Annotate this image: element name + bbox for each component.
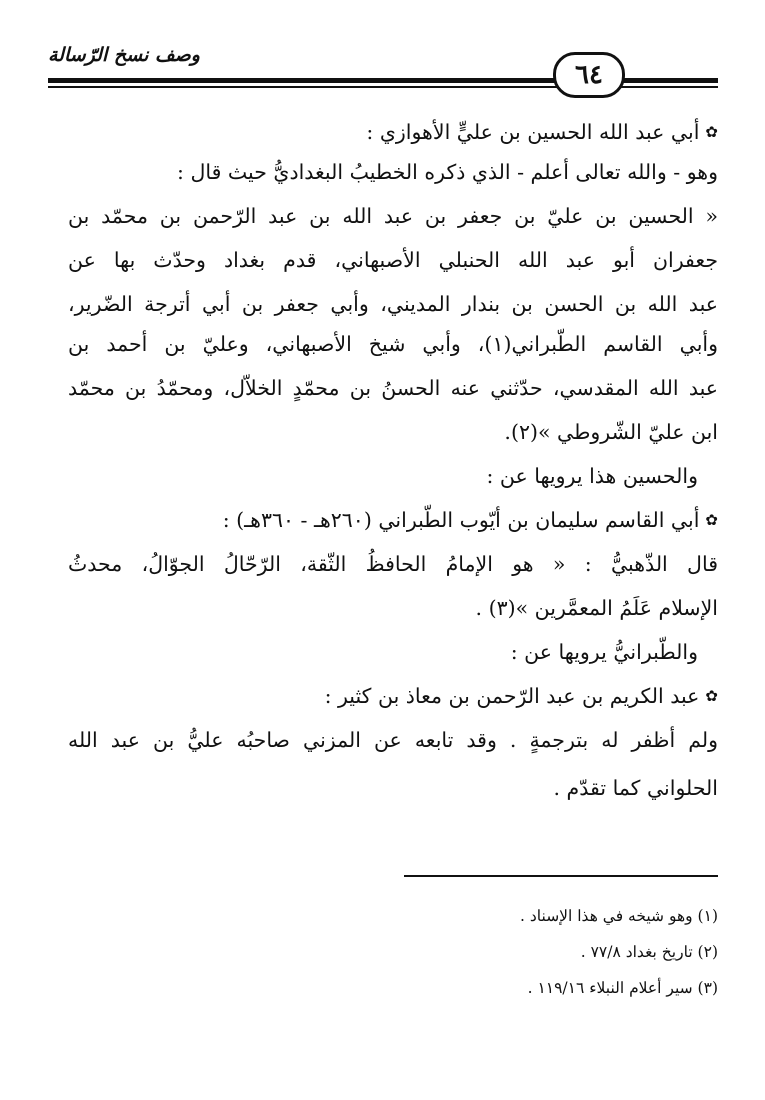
line-8: ابن عليّ الشّروطي »(٢). [504, 420, 718, 444]
body-text [68, 112, 718, 808]
line-3: « الحسين بن عليّ بن جعفر بن عبد الله بن عبد الرّحمن بن محمّد بن [68, 204, 718, 228]
flower-bullet-icon: ✿ [705, 123, 718, 141]
line-9: والحسين هذا يرويها عن : [486, 464, 698, 488]
footnote-2: (٢) تاريخ بغداد ٧٧/٨ . [580, 943, 718, 961]
line-12: الإسلام عَلَمُ المعمَّرين »(٣) . [475, 596, 718, 620]
footnotes [300, 898, 718, 1006]
line-15: ولم أظفر له بترجمةٍ . وقد تابعه عن المزني صاحبُه عليُّ بن عبد الله [68, 728, 718, 752]
line-14: ✿عبد الكريم بن عبد الرّحمن بن معاذ بن كثير : [68, 676, 718, 716]
line-5: عبد الله بن الحسن بن بندار المديني، وأبي جعفر بن أبي أترجة الضّرير، [68, 292, 718, 316]
page-number: ٦٤ [553, 52, 625, 98]
line-1: ✿أبي عبد الله الحسين بن عليٍّ الأهوازي : [68, 112, 718, 152]
flower-bullet-icon: ✿ [705, 687, 718, 705]
line-4: جعفران أبو عبد الله الحنبلي الأصبهاني، قدم بغداد وحدّث بها عن [68, 248, 718, 272]
flower-bullet-icon: ✿ [705, 511, 718, 529]
footnote-1: (١) وهو شيخه في هذا الإسناد . [520, 907, 718, 925]
running-title: وصف نسخ الرّسالة [48, 44, 200, 66]
line-16: الحلواني كما تقدّم . [553, 776, 718, 800]
line-6: وأبي القاسم الطّبراني(١)، وأبي شيخ الأصبهاني، وعليّ بن أحمد بن [68, 332, 718, 356]
line-7: عبد الله المقدسي، حدّثني عنه الحسنُ بن محمّدٍ الخلاّل، ومحمّدُ بن محمّد [68, 376, 718, 400]
line-10: ✿أبي القاسم سليمان بن أيّوب الطّبراني (٢٦٠هـ - ٣٦٠هـ) : [68, 500, 718, 540]
footnote-3: (٣) سير أعلام النبلاء ١١٩/١٦ . [527, 979, 718, 997]
line-2: وهو - والله تعالى أعلم - الذي ذكره الخطيبُ البغداديُّ حيث قال : [177, 160, 718, 184]
line-11: قال الذّهبيُّ : « هو الإمامُ الحافظُ الثّقة، الرّحّالُ الجوّالُ، محدثُ [68, 552, 718, 576]
footnote-separator [404, 875, 718, 877]
line-13: والطّبرانيُّ يرويها عن : [510, 640, 698, 664]
